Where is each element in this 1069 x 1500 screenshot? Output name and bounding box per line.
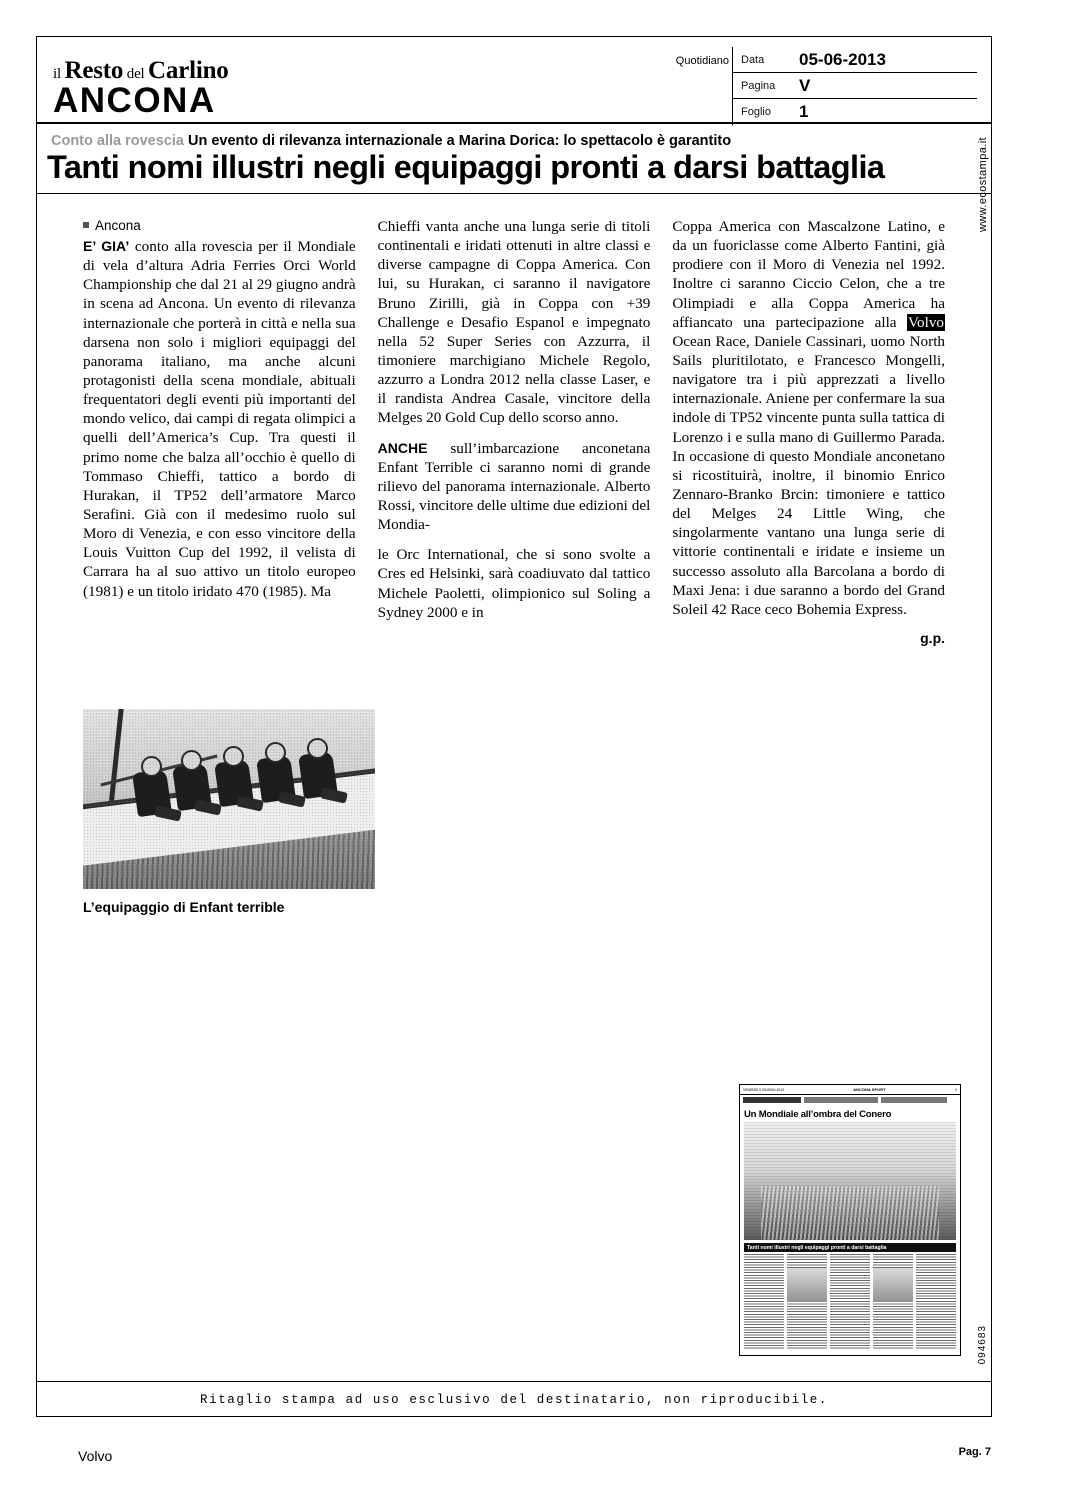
thumbnail-kicker-row	[740, 1095, 960, 1108]
article-kicker	[51, 133, 971, 149]
article-column-2	[378, 217, 651, 648]
meta-label-data: Data	[741, 54, 765, 66]
logo-resto: Resto	[64, 57, 124, 84]
thumbnail-text-column	[744, 1254, 784, 1350]
meta-label-pagina: Pagina	[741, 80, 776, 92]
photo-sailing-crew	[83, 709, 375, 889]
paragraph	[83, 237, 356, 601]
masthead-divider	[37, 122, 991, 124]
paragraph	[378, 439, 651, 535]
thumbnail-columns	[744, 1254, 956, 1350]
watermark-url: www.ecostampa.it	[977, 137, 989, 233]
clipping-metadata	[732, 47, 977, 125]
article-photo-block	[83, 709, 375, 915]
meta-value-foglio: 1	[799, 102, 809, 121]
thumbnail-header	[740, 1085, 960, 1095]
paragraph: le Orc International, che si sono svolte a Cres ed Helsinki, sarà coadiuvato dal tattico Michele Paoletti, olimpionico sul Soling a Sydney 2000 e in	[377, 546, 651, 621]
paragraph: Chieffi vanta anche una lunga serie di titoli continentali e iridati ottenuti in altre classi e diverse campagne di Coppa America. Con lui, su Hurakan, ci saranno il navigatore Bruno Zirilli, già in Coppa con +39 Challenge e Desafio Espanol e impegnato nella 52 Super Series con Azzurra, il timoniere marchigiano Michele Regolo, azzurro a Londra 2012 nella classe Laser, e il randista Andrea Casale, vincitore della Melges 20 Gold Cup dello scorso anno.	[377, 218, 651, 427]
headline-divider	[37, 193, 991, 194]
thumbnail-date: VENERDÌ 5 GIUGNO 2013	[743, 1087, 785, 1092]
highlighted-keyword: Volvo	[908, 313, 945, 331]
meta-value-pagina: V	[799, 76, 811, 95]
photo-caption: L’equipaggio di Enfant terrible	[83, 899, 285, 915]
footer-page-number: Pag. 7	[958, 1446, 991, 1458]
logo-del: del	[123, 66, 149, 82]
logo-carlino: Carlino	[148, 57, 229, 84]
meta-row-pagina	[733, 73, 977, 99]
lead-in-text: E’ GIA’	[83, 238, 130, 254]
paragraph-text-before-highlight: Coppa America con Mascalzone Latino, e da un fuoriclasse come Alberto Fantini, già prodiere con il Moro di Venezia nel 1992. Inoltre ci saranno Ciccio Celon, che a tre Olimpiadi e alla Coppa America ha affiancato una partecipazione alla	[672, 218, 946, 331]
thumbnail-kicker-block	[804, 1097, 878, 1103]
thumbnail-text-column	[916, 1254, 956, 1350]
bullet-square-icon	[83, 222, 89, 228]
paragraph-text: sull’imbarcazione anconetana Enfant Terrible ci saranno nomi di grande rilievo del panorama internazionale. Alberto Rossi, vincitore delle ultime due edizioni del Mondia-	[377, 439, 651, 534]
article-column-3	[672, 217, 945, 648]
meta-row-data	[733, 47, 977, 73]
article-headline: Tanti nomi illustri negli equipaggi pronti a darsi battaglia	[47, 149, 885, 185]
document-id: 094683	[977, 1324, 988, 1364]
article-column-1	[83, 217, 356, 648]
thumbnail-title: Un Mondiale all’ombra del Conero	[744, 1109, 892, 1120]
article-body	[83, 217, 945, 648]
usage-notice: Ritaglio stampa ad uso esclusivo del destinatario, non riproducibile.	[200, 1393, 828, 1407]
photo-halftone-grain	[83, 709, 375, 889]
kicker-label: Conto alla rovescia	[51, 133, 184, 149]
thumbnail-photo	[744, 1122, 956, 1240]
clipping-frame	[36, 36, 992, 1417]
paragraph-text-after-highlight: Ocean Race, Daniele Cassinari, uomo North Sails pluritilotato, e Francesco Mongelli, navigatore tra i più apprezzati a livello internazionale. Aniene per confermare la sua indole di TP52 vincente punta sulla tattica di Lorenzo i e sulla mano di Guillermo Parada. In occasione di questo Mondiale anconetano si ricostituirà, inoltre, il binomio Enrico Zennaro-Branko Brcin: timoniere e tattico del Melges 24 Little Wing, che singolarmente vantano una lunga serie di vittorie continentali e iridate e insieme un successo assoluto alla Barcolana a bordo di Maxi Jena: i due saranno a bordo del Grand Soleil 42 Race ceco Bohemia Express.	[672, 332, 946, 618]
paragraph-text: conto alla rovescia per il Mondiale di vela d’altura Adria Ferries Orci World Championship che dal 21 al 29 giugno andrà in scena ad Ancona. Un evento di rilevanza internazionale che porterà in città e nella sua darsena non solo i migliori equipaggi del panorama italiano, ma anche alcuni protagonisti della scena mondiale, abituali frequentatori degli eventi più importanti del mondo velico, dai campi di regata olimpici a quelli dell’America’s Cup. Tra questi il primo nome che balza all’occhio è quello di Tommaso Chieffi, tattico a bordo di Hurakan, il TP52 dell’armatore Marco Serafini. Già con il medesimo ruolo sul Moro di Venezia, e con esso vincitore della Louis Vuitton Cup del 1992, il velista di Carrara ha al suo attivo un titolo europeo (1981) e un titolo iridato 470 (1985). Ma	[83, 238, 356, 600]
thumbnail-text-column	[873, 1254, 913, 1350]
periodicity-label: Quotidiano	[675, 55, 729, 67]
meta-label-foglio: Foglio	[741, 106, 771, 118]
thumbnail-section: ANCONA SPORT	[853, 1087, 886, 1092]
thumbnail-banner: Tanti nomi illustri negli equipaggi pronti a darsi battaglia	[744, 1243, 956, 1252]
meta-value-data: 05-06-2013	[799, 50, 886, 69]
author-signature: g.p.	[920, 629, 946, 646]
thumbnail-kicker-block	[743, 1097, 801, 1103]
thumbnail-kicker-block	[881, 1097, 947, 1103]
edition-name: ANCONA	[53, 81, 216, 120]
thumbnail-text-column	[830, 1254, 870, 1350]
footer-keyword: Volvo	[78, 1448, 113, 1464]
page-thumbnail	[739, 1084, 961, 1356]
masthead	[37, 37, 991, 122]
logo-prefix: il	[53, 66, 65, 82]
byline	[83, 217, 356, 234]
thumbnail-text-column	[787, 1254, 827, 1350]
footer-divider	[37, 1381, 991, 1382]
byline-text: Ancona	[95, 218, 141, 233]
thumbnail-page-number: V	[954, 1087, 957, 1092]
lead-in-text: ANCHE	[377, 439, 428, 456]
kicker-subtitle: Un evento di rilevanza internazionale a Marina Dorica: lo spettacolo è garantito	[183, 133, 732, 149]
paragraph	[672, 217, 945, 619]
